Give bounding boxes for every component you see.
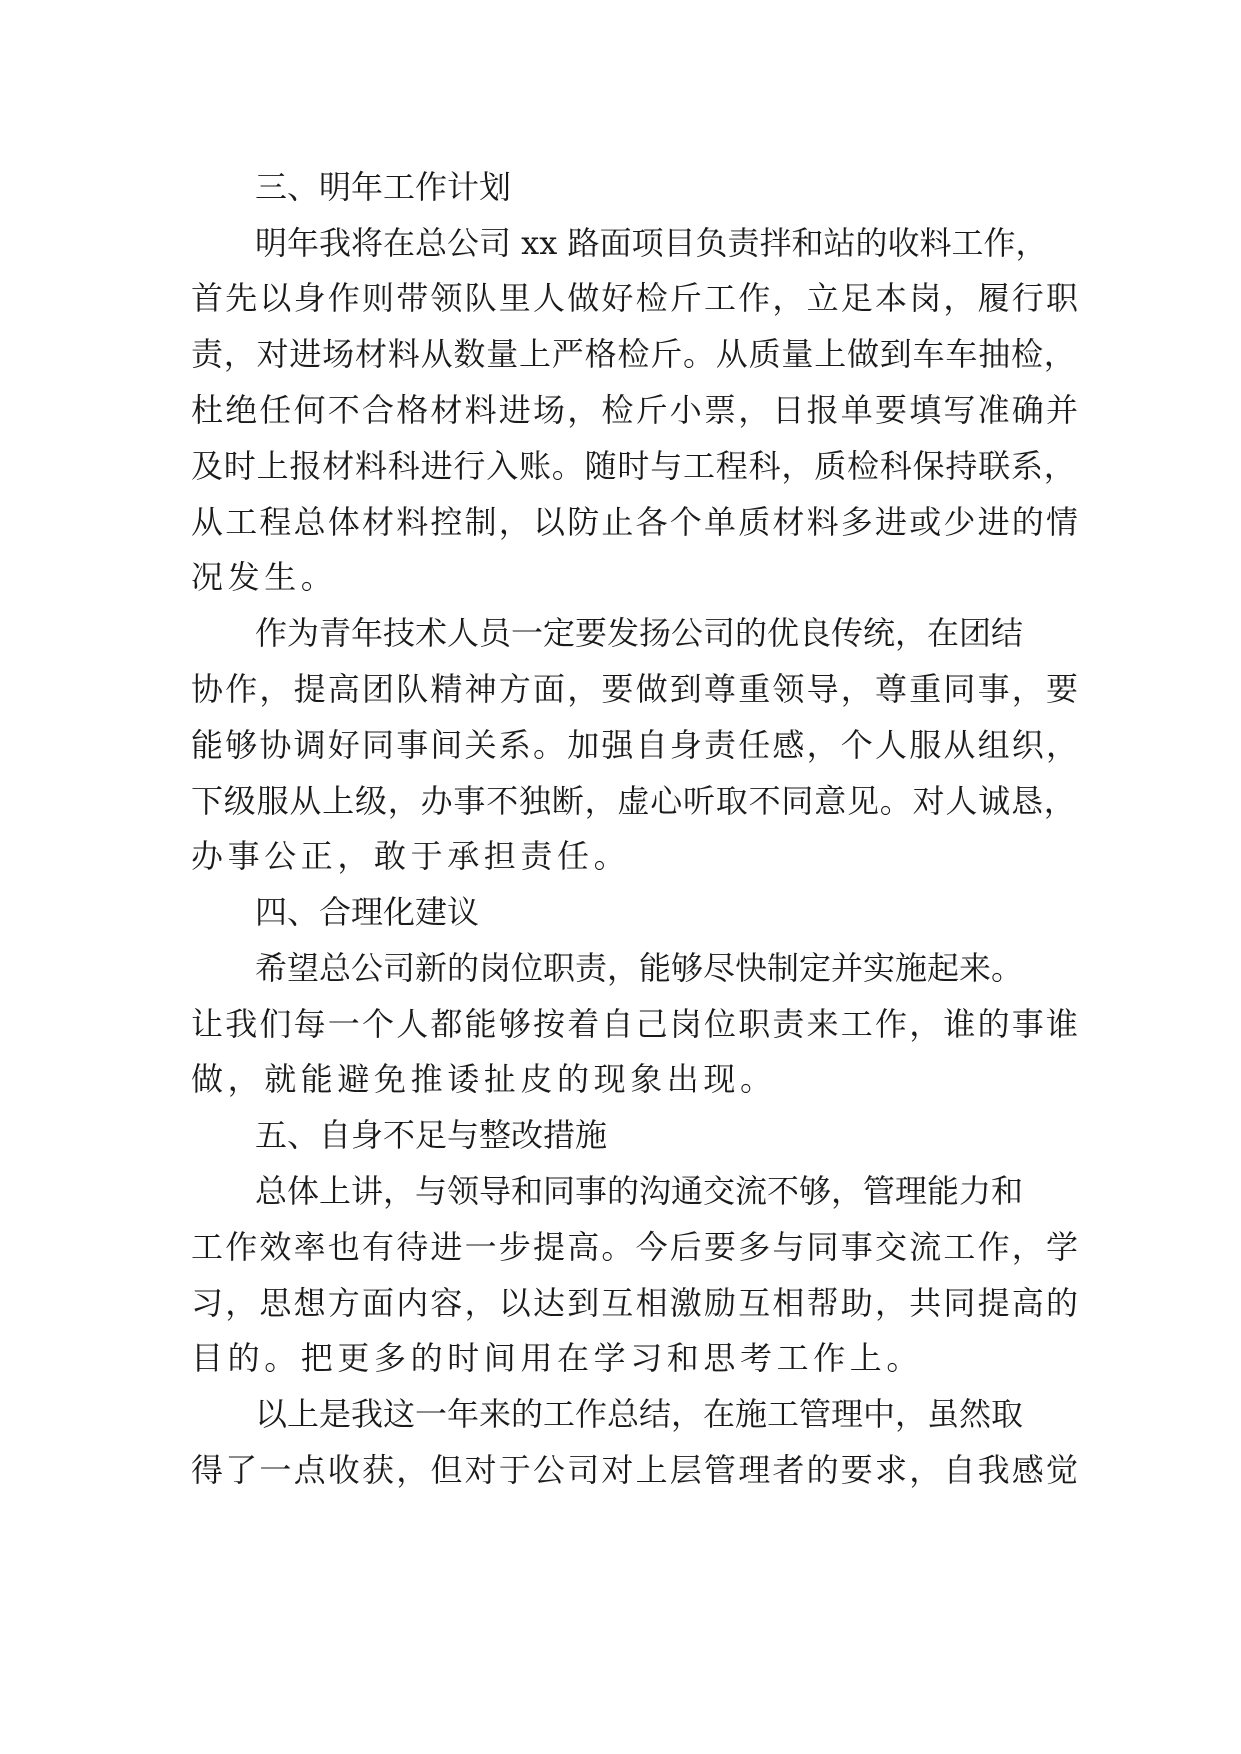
paragraph-line: 责，对进场材料从数量上严格检斤。从质量上做到车车抽检， — [191, 335, 1077, 373]
paragraph-line: 工作效率也有待进一步提高。今后要多与同事交流工作，学 — [191, 1228, 1081, 1266]
paragraph-line: 习，思想方面内容，以达到互相激励互相帮助，共同提高的 — [191, 1284, 1081, 1322]
paragraph-line: 及时上报材料科进行入账。随时与工程科，质检科保持联系， — [191, 447, 1077, 485]
section-heading-shortcomings: 五、自身不足与整改措施 — [255, 1116, 608, 1154]
paragraph-line: 况发生。 — [191, 558, 338, 596]
paragraph-line: 办事公正，敢于承担责任。 — [191, 837, 631, 875]
paragraph-line: 下级服从上级，办事不独断，虚心听取不同意见。对人诚恳， — [191, 782, 1077, 820]
paragraph-line: 总体上讲，与领导和同事的沟通交流不够，管理能力和 — [255, 1172, 1024, 1210]
paragraph-line: 作为青年技术人员一定要发扬公司的优良传统，在团结 — [255, 614, 1024, 652]
paragraph-line: 目的。把更多的时间用在学习和思考工作上。 — [191, 1339, 924, 1377]
paragraph-line: 明年我将在总公司 xx 路面项目负责拌和站的收料工作， — [255, 224, 1048, 262]
paragraph-line: 做，就能避免推诿扯皮的现象出现。 — [191, 1060, 777, 1098]
paragraph-line: 首先以身作则带领队里人做好检斤工作，立足本岗，履行职 — [191, 279, 1081, 317]
paragraph-line: 希望总公司新的岗位职责，能够尽快制定并实施起来。 — [255, 949, 1024, 987]
paragraph-line: 让我们每一个人都能够按着自己岗位职责来工作，谁的事谁 — [191, 1005, 1081, 1043]
section-heading-suggestions: 四、合理化建议 — [255, 893, 480, 931]
paragraph-line: 得了一点收获，但对于公司对上层管理者的要求，自我感觉 — [191, 1451, 1081, 1489]
paragraph-line: 杜绝任何不合格材料进场，检斤小票，日报单要填写准确并 — [191, 391, 1081, 429]
paragraph-line: 从工程总体材料控制，以防止各个单质材料多进或少进的情 — [191, 503, 1081, 541]
section-heading-plan: 三、明年工作计划 — [255, 168, 512, 206]
paragraph-line: 协作，提高团队精神方面，要做到尊重领导，尊重同事，要 — [191, 670, 1081, 708]
paragraph-line: 以上是我这一年来的工作总结，在施工管理中，虽然取 — [255, 1395, 1024, 1433]
paragraph-line: 能够协调好同事间关系。加强自身责任感，个人服从组织， — [191, 726, 1081, 764]
